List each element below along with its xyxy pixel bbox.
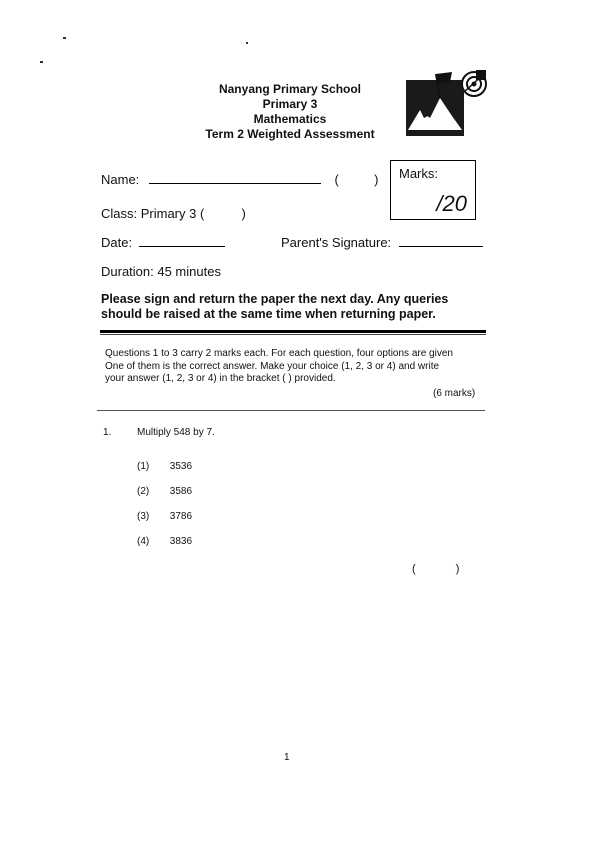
class-label: Class: Primary 3 ( xyxy=(101,206,205,221)
option-number: (4) xyxy=(137,536,150,547)
scan-speck xyxy=(63,37,66,39)
option-3 xyxy=(137,511,192,522)
duration: Duration: 45 minutes xyxy=(101,264,221,279)
option-number: (3) xyxy=(137,511,150,522)
document-header xyxy=(180,82,400,142)
instructions xyxy=(105,348,485,386)
index-bracket-close: ) xyxy=(374,172,379,187)
notice-line-1: Please sign and return the paper the next day. Any queries xyxy=(101,292,449,306)
class-bracket-close: ) xyxy=(241,206,246,221)
level: Primary 3 xyxy=(262,97,318,111)
question-text: Multiply 548 by 7. xyxy=(137,427,215,438)
name-row xyxy=(101,172,378,187)
answer-bracket xyxy=(412,563,459,575)
question-number: 1. xyxy=(103,427,112,438)
assessment-title: Term 2 Weighted Assessment xyxy=(205,127,375,141)
divider-thick xyxy=(100,330,486,333)
name-field[interactable] xyxy=(149,183,321,184)
school-name: Nanyang Primary School xyxy=(218,82,362,96)
option-value: 3836 xyxy=(169,536,193,547)
divider-bottom xyxy=(97,410,485,411)
option-value: 3536 xyxy=(169,461,193,472)
signature-label: Parent's Signature: xyxy=(281,235,392,250)
instructions-line-2: One of them is the correct answer. Make your choice (1, 2, 3 or 4) and write xyxy=(105,360,440,372)
signature-field[interactable] xyxy=(399,246,483,247)
date-row xyxy=(101,235,225,250)
return-notice xyxy=(101,292,501,322)
divider-thin xyxy=(100,334,486,335)
subject: Mathematics xyxy=(253,112,327,126)
class-row xyxy=(101,206,246,221)
option-number: (1) xyxy=(137,461,150,472)
name-label: Name: xyxy=(101,172,140,187)
option-2 xyxy=(137,486,192,497)
answer-bracket-open: ( xyxy=(412,563,416,575)
date-label: Date: xyxy=(101,235,133,250)
index-bracket-open: ( xyxy=(334,172,339,187)
page-number: 1 xyxy=(284,752,290,763)
option-value: 3786 xyxy=(169,511,193,522)
answer-bracket-close: ) xyxy=(455,563,460,575)
signature-row xyxy=(281,235,483,250)
scan-speck xyxy=(40,61,43,63)
school-logo xyxy=(406,70,488,136)
option-4 xyxy=(137,536,192,547)
option-1 xyxy=(137,461,192,472)
option-number: (2) xyxy=(137,486,150,497)
section-marks: (6 marks) xyxy=(433,388,476,399)
marks-box xyxy=(390,160,476,220)
instructions-line-3: your answer (1, 2, 3 or 4) in the bracket ( ) provided. xyxy=(105,373,336,384)
instructions-line-1: Questions 1 to 3 carry 2 marks each. For each question, four options are given xyxy=(105,348,453,359)
notice-line-2: should be raised at the same time when returning paper. xyxy=(101,307,436,321)
option-value: 3586 xyxy=(169,486,193,497)
date-field[interactable] xyxy=(139,246,225,247)
marks-total: /20 xyxy=(436,191,467,216)
marks-label: Marks: xyxy=(399,166,438,181)
scan-speck xyxy=(246,42,248,44)
